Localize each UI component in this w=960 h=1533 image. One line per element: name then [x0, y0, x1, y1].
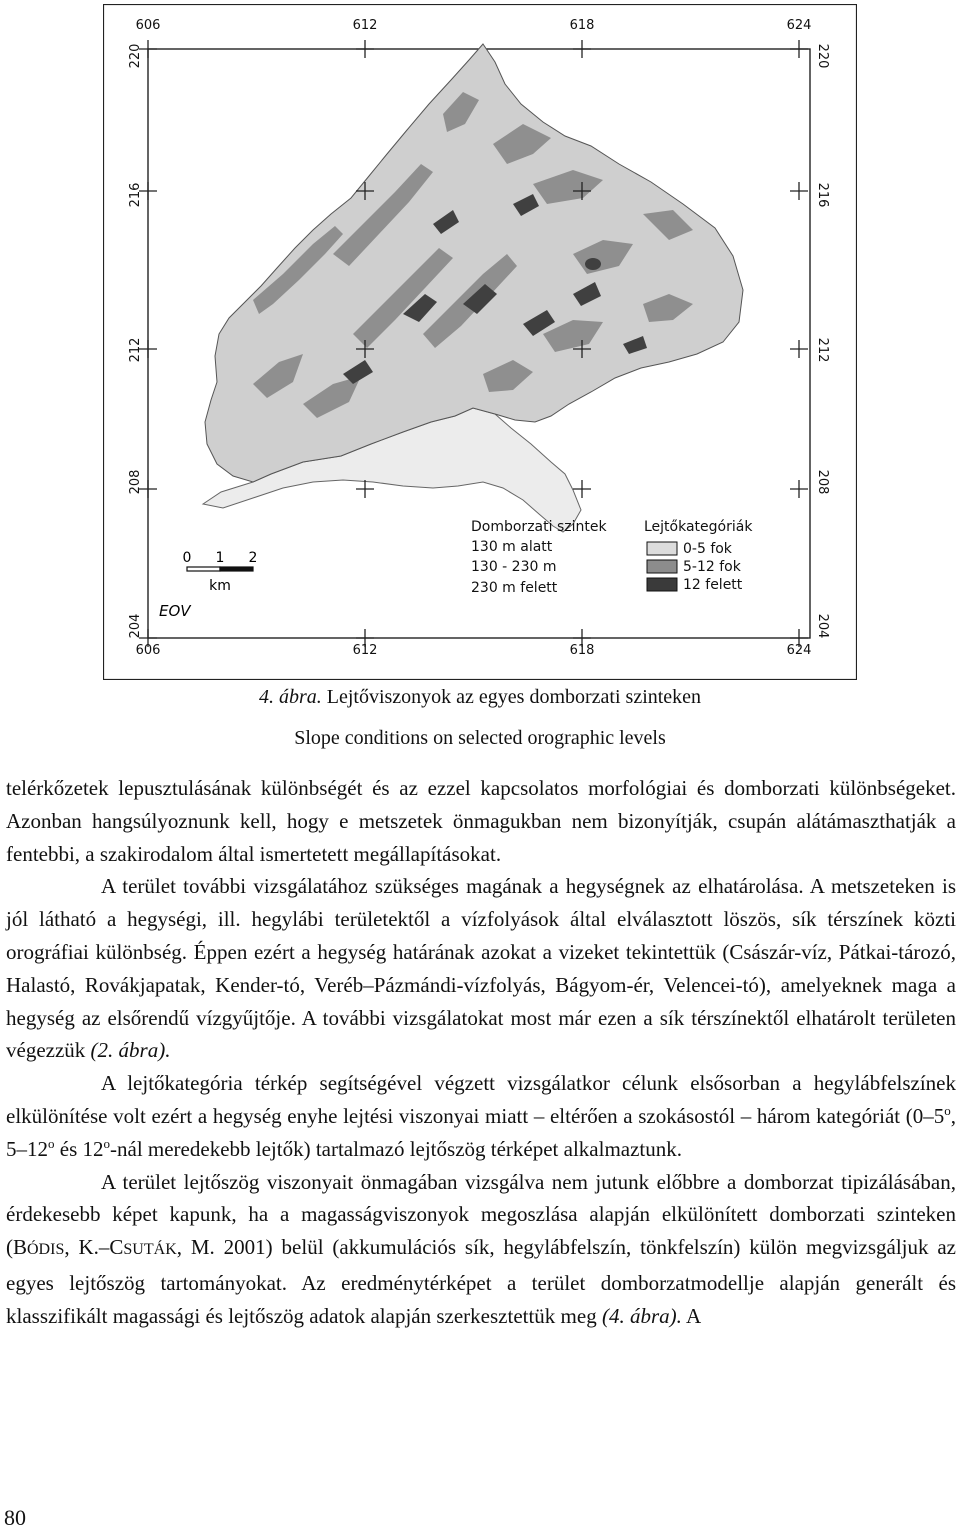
body-text [6, 772, 956, 1333]
projection-label: EOV [159, 602, 191, 620]
slope-legend-item: 5-12 fok [683, 559, 741, 575]
coord-right-y: 212 [815, 337, 830, 363]
slope-legend-item: 0-5 fok [683, 541, 732, 557]
coord-top-x: 612 [352, 18, 378, 33]
coord-left-y: 208 [128, 469, 143, 495]
relief-legend-item: 230 m felett [471, 580, 558, 596]
caption-hungarian: Lejtőviszonyok az egyes domborzati szinteken [326, 686, 702, 708]
figure-4-map [103, 4, 857, 680]
slope-swatch-1 [647, 560, 677, 573]
coord-left-y: 220 [128, 43, 143, 69]
coord-top-x: 606 [135, 18, 161, 33]
author-small-caps: SUTÁK [123, 1241, 177, 1259]
scale-tick-label: 1 [215, 550, 225, 566]
slope-legend-item: 12 felett [683, 577, 743, 593]
coord-right-y: 208 [815, 469, 830, 495]
coord-bottom-x: 618 [569, 643, 595, 658]
coord-bottom-x: 612 [352, 643, 378, 658]
coord-left-y: 204 [128, 613, 143, 639]
slope-map [103, 4, 857, 680]
degree-mark: o [944, 1102, 951, 1118]
scale-tick-label: 0 [182, 550, 192, 566]
paragraph-3-text: -nál meredekebb lejtők) tartalmazó lejtőszög térképet alkalmaztunk. [110, 1136, 683, 1161]
coord-top-x: 624 [786, 18, 812, 33]
paragraph-4-text: A [685, 1303, 702, 1328]
figure-caption-hu [0, 686, 960, 709]
page-number: 80 [4, 1505, 26, 1530]
paragraph-4 [6, 1166, 956, 1333]
figure-reference: (4. ábra). [601, 1303, 682, 1328]
paragraph-3-text: , 5–12 [6, 1103, 956, 1161]
slope-legend-title: Lejtőkategóriák [644, 519, 753, 535]
paragraph-3 [6, 1067, 956, 1165]
coord-left-y: 212 [128, 337, 143, 363]
paragraph-3-text: és 12 [54, 1136, 104, 1161]
paragraph-4-text: , K.–C [64, 1235, 124, 1260]
coord-right-y: 220 [815, 43, 830, 69]
coord-top-x: 618 [569, 18, 595, 33]
coord-right-y: 216 [815, 182, 830, 208]
relief-legend-item: 130 m alatt [471, 539, 553, 555]
coord-right-y: 204 [815, 613, 830, 639]
coord-bottom-x: 606 [135, 643, 161, 658]
figure-label: 4. ábra. [258, 686, 322, 708]
relief-legend-item: 130 - 230 m [471, 559, 557, 575]
scale-tick-label: 2 [248, 550, 258, 566]
coord-left-y: 216 [128, 182, 143, 208]
degree-mark: o [48, 1135, 55, 1151]
caption-english: Slope conditions on selected orographic levels [294, 727, 666, 749]
figure-reference: (2. ábra). [90, 1038, 171, 1063]
paragraph-2-text: A terület további vizsgálatához szükséges magának a hegységnek az elhatárolása. A metszeteken is jól látható a hegységi, ill. hegylábi területektől a vízfolyások által elválasztott löszös, sík térszínek közti orográfiai különbség. Éppen ezért a hegység határának azokat a vizeket tekintettük (Császár-víz, Pátkai-tározó, Halastó, Rovákjapatak, Kender-tó, Veréb–Pázmándi-vízfolyás, Bágyom-ér, Velencei-tó), amelyeknek maga a hegység az elsőrendű vízgyűjtője. A további vizsgálatokat most már ezen a sík térszínektől elhatárolt területen végezzük [6, 874, 956, 1063]
coord-bottom-x: 624 [786, 643, 812, 658]
slope-swatch-0 [647, 542, 677, 555]
scale-unit: km [209, 578, 231, 594]
paragraph-4-text: A terület lejtőszög viszonyait önmagában vizsgálva nem jutunk előbbre a domborzat tipizálásában, érdekesebb képet kapunk, ha a magasságviszonyok megoszlása alapján elkülönített domborzati szinteken (B [6, 1169, 956, 1260]
degree-mark: o [103, 1135, 110, 1151]
paragraph-2 [6, 870, 956, 1067]
author-small-caps: ÓDIS [27, 1241, 65, 1259]
slope-swatch-2 [647, 578, 677, 591]
paragraph-3-text: A lejtőkategória térkép segítségével végzett vizsgálatkor célunk elsősorban a hegylábfelszínek elkülönítése volt ezért a hegység enyhe lejtési viszonyai miatt – eltérően a szokásostól – három kategóriát (0–5 [6, 1071, 956, 1128]
paragraph-4-text: , M. 2001) belül (akkumulációs sík, hegylábfelszín, tönkfelszín) külön megvizsgáljuk az egyes lejtőszög tartományokat. Az eredménytérképet a terület domborzatmodellje alapján generált és klasszifikált magassági és lejtőszög adatok alapján szerkesztettük meg [6, 1235, 956, 1328]
relief-legend-title: Domborzati szintek [471, 519, 607, 535]
paragraph-1: telérkőzetek lepusztulásának különbségét és az ezzel kapcsolatos morfológiai és domborzati különbségeket. Azonban hangsúlyoznunk kell, hogy e metszetek önmagukban nem bizonyítják, csupán alátámaszthatják a fentebbi, a szakirodalom által ismertetett megállapításokat. [6, 776, 956, 866]
